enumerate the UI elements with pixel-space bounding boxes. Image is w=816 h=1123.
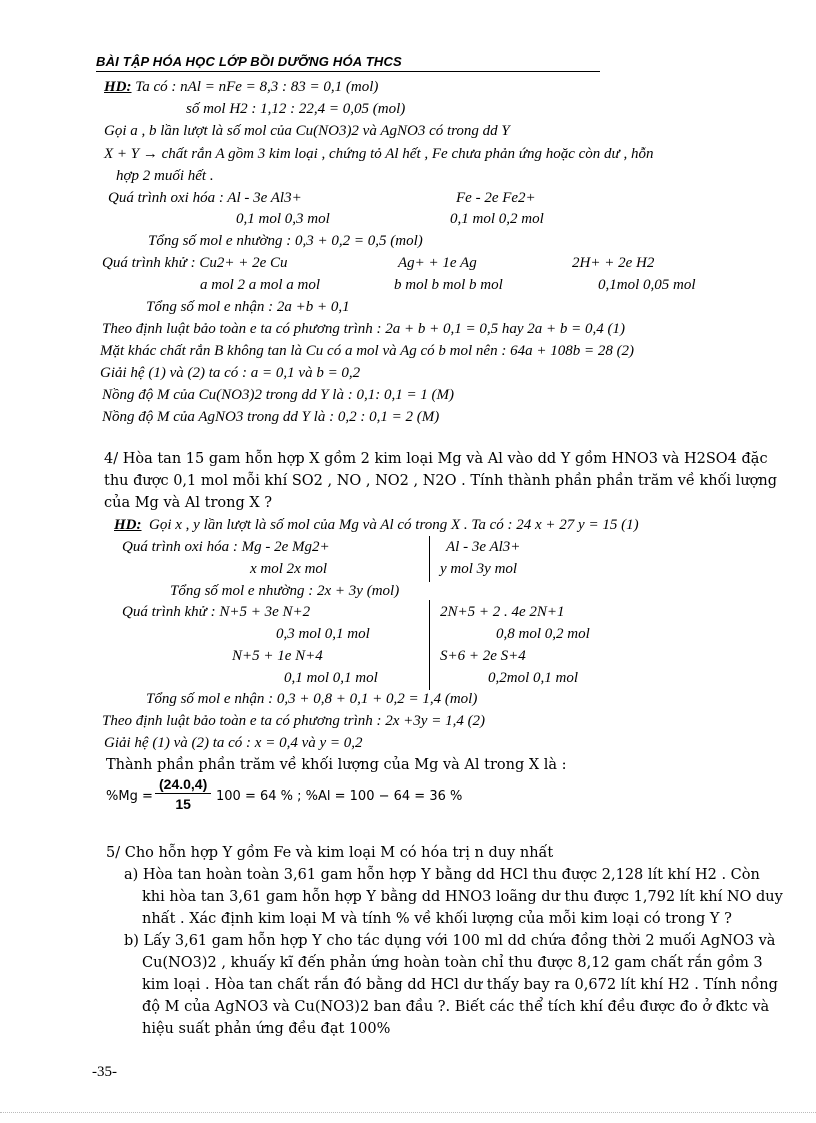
sol3-l1: HD: Ta có : nAl = nFe = 8,3 : 83 = 0,1 (mol): [104, 79, 379, 95]
p4-red7: 0,1 mol 0,1 mol: [284, 670, 378, 686]
p4-red6: S+6 + 2e S+4: [440, 648, 526, 664]
sol3-l5: hợp 2 muối hết .: [116, 168, 214, 184]
p5-a3: nhất . Xác định kim loại M và tính % về khối lượng của mỗi kim loại có trong Y ?: [142, 911, 732, 927]
fraction-numerator: (24.0,4): [155, 775, 211, 794]
sol3-eq3: Giải hệ (1) và (2) ta có : a = 0,1 và b = 0,2: [100, 365, 361, 381]
p4-h1: HD: Gọi x , y lần lượt là số mol của Mg và Al có trong X . Ta có : 24 x + 27 y = 15 (1): [114, 517, 639, 533]
p4-sum1: Tổng số mol e nhường : 2x + 3y (mol): [170, 583, 400, 599]
p4-red8: 0,2mol 0,1 mol: [488, 670, 578, 686]
fraction-denominator: 15: [175, 796, 191, 812]
p5-a1: a) Hòa tan hoàn toàn 3,61 gam hỗn hợp Y bằng dd HCl thu được 2,128 lít khí H2 . Còn: [124, 867, 760, 883]
page-bottom-border: [0, 1112, 816, 1113]
page-header-title: BÀI TẬP HÓA HỌC LỚP BỒI DƯỠNG HÓA THCS: [96, 54, 402, 69]
sol3-red6: 0,1mol 0,05 mol: [598, 277, 696, 293]
sol3-red4: a mol 2 a mol a mol: [200, 277, 320, 293]
sol3-ox2: Fe - 2e Fe2+: [456, 190, 536, 206]
sol3-ox1: Quá trình oxi hóa : Al - 3e Al3+: [108, 190, 302, 206]
sol3-sum1: Tổng số mol e nhường : 0,3 + 0,2 = 0,5 (mol): [148, 233, 423, 249]
sol3-l3: Gọi a , b lần lượt là số mol của Cu(NO3)2 và AgNO3 có trong dd Y: [104, 123, 510, 139]
p4-red4: 0,8 mol 0,2 mol: [496, 626, 590, 642]
p4-sum2: Tổng số mol e nhận : 0,3 + 0,8 + 0,1 + 0,2 = 1,4 (mol): [146, 691, 478, 707]
sol3-eq5: Nồng độ M của AgNO3 trong dd Y là : 0,2 : 0,1 = 2 (M): [102, 409, 440, 425]
p4-ox1: Quá trình oxi hóa : Mg - 2e Mg2+: [122, 539, 330, 555]
sol3-red1: Quá trình khử : Cu2+ + 2e Cu: [102, 255, 288, 271]
sol3-ox3: 0,1 mol 0,3 mol: [236, 211, 330, 227]
sol3-eq1: Theo định luật bảo toàn e ta có phương trình : 2a + b + 0,1 = 0,5 hay 2a + b = 0,4 (1): [102, 321, 626, 337]
sol3-l2: số mol H2 : 1,12 : 22,4 = 0,05 (mol): [186, 101, 406, 117]
column-divider: [429, 600, 430, 690]
sol3-eq4: Nồng độ M của Cu(NO3)2 trong dd Y là : 0,1: 0,1 = 1 (M): [102, 387, 455, 403]
column-divider: [429, 536, 430, 582]
p4-red1: Quá trình khử : N+5 + 3e N+2: [122, 604, 311, 620]
p4-ox3: x mol 2x mol: [250, 561, 328, 577]
p4-ox4: y mol 3y mol: [440, 561, 518, 577]
p4-red5: N+5 + 1e N+4: [232, 648, 323, 664]
p4-question-3: của Mg và Al trong X ?: [104, 495, 273, 511]
sol3-eq2: Mặt khác chất rắn B không tan là Cu có a mol và Ag có b mol nên : 64a + 108b = 28 (2): [100, 343, 635, 359]
sol3-l4: X + Y → chất rắn A gồm 3 kim loại , chứng tỏ Al hết , Fe chưa phản ứng hoặc còn dư , hỗn: [104, 146, 654, 162]
sol3-ox4: 0,1 mol 0,2 mol: [450, 211, 544, 227]
sol3-red5: b mol b mol b mol: [394, 277, 503, 293]
p5-a2: khi hòa tan 3,61 gam hỗn hợp Y bằng dd HNO3 loãng dư thu được 1,792 lít khí NO duy: [142, 889, 783, 905]
sol3-red2: Ag+ + 1e Ag: [398, 255, 477, 271]
p5-b1: b) Lấy 3,61 gam hỗn hợp Y cho tác dụng với 100 ml dd chứa đồng thời 2 muối AgNO3 và: [124, 933, 776, 949]
p5-b3: kim loại . Hòa tan chất rắn đó bằng dd HCl dư thấy bay ra 0,672 lít khí H2 . Tính nồng: [142, 977, 778, 993]
hd-label: HD:: [114, 517, 142, 533]
p4-question-2: thu được 0,1 mol mỗi khí SO2 , NO , NO2 , N2O . Tính thành phần phần trăm về khối lượng: [104, 473, 778, 489]
p5-b5: hiệu suất phản ứng đều đạt 100%: [142, 1021, 391, 1037]
p4-eq1: Theo định luật bảo toàn e ta có phương trình : 2x +3y = 1,4 (2): [102, 713, 486, 729]
sol3-red3: 2H+ + 2e H2: [572, 255, 655, 271]
p4-eq2: Giải hệ (1) và (2) ta có : x = 0,4 và y = 0,2: [104, 735, 363, 751]
p5-question: 5/ Cho hỗn hợp Y gồm Fe và kim loại M có hóa trị n duy nhất: [106, 845, 554, 861]
formula-lhs: %Mg =: [106, 789, 153, 804]
sol3-sum2: Tổng số mol e nhận : 2a +b + 0,1: [146, 299, 350, 315]
formula-fraction: [155, 775, 211, 814]
page-number: -35-: [92, 1064, 117, 1080]
header-rule: [96, 71, 600, 72]
p5-b4: độ M của AgNO3 và Cu(NO3)2 ban đầu ?. Biết các thể tích khí đều được đo ở đktc và: [142, 999, 770, 1015]
p4-ox2: Al - 3e Al3+: [446, 539, 521, 555]
p4-red3: 0,3 mol 0,1 mol: [276, 626, 370, 642]
hd-label: HD:: [104, 79, 132, 95]
p4-eq3: Thành phần phần trăm về khối lượng của Mg và Al trong X là :: [106, 757, 567, 773]
p4-red2: 2N+5 + 2 . 4e 2N+1: [440, 604, 565, 620]
formula-rest: 100 = 64 % ; %Al = 100 − 64 = 36 %: [216, 789, 463, 804]
p4-question-1: 4/ Hòa tan 15 gam hỗn hợp X gồm 2 kim loại Mg và Al vào dd Y gồm HNO3 và H2SO4 đặc: [104, 451, 768, 467]
p5-b2: Cu(NO3)2 , khuấy kĩ đến phản ứng hoàn toàn chỉ thu được 8,12 gam chất rắn gồm 3: [142, 955, 763, 971]
